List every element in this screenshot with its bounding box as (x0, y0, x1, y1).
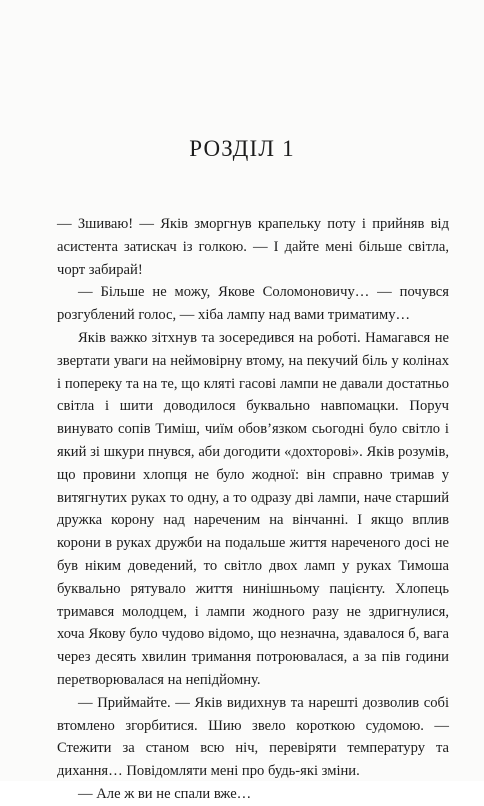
paragraph: — Більше не можу, Якове Соломоновичу… — почувся розгублений голос, — хіба лампу над вами триматиму… (57, 284, 449, 324)
chapter-body (57, 213, 449, 806)
paragraph: — Приймайте. — Яків видихнув та нарешті дозволив собі втомлено згорбитися. Шию звело короткою судомою. — Стежити за станом всю ніч, перевіряти температуру та дихання… Повідомляти мені про будь-які зміни. (57, 694, 449, 780)
paragraph: — Зшиваю! — Яків зморгнув крапельку поту і прийняв від асистента затискач із голкою. — І дайте мені більше світла, чорт забирай! (57, 216, 449, 278)
paragraph: — Але ж ви не спали вже… (78, 785, 252, 802)
paragraph: Яків важко зітхнув та зосередився на роботі. Намагався не звертати уваги на неймовірну втому, на пекучий біль у колінах і попереку та на те, що кляті гасові лампи не давали достатньо світла і шити доводилося буквально навпомацки. Поруч винувато сопів Тиміш, чиїм обов’язком сьогодні було світло і який зі шкури пнувся, аби догодити «дохторові». Яків розумів, що провини хлопця не було жодної: він справно тримав у витягнутих руках то одну, а то одразу дві лампи, наче старший дружка корону над нареченим на вінчанні. І якщо вплив корони в руках дружби на подальше життя нареченого досі не був ніким доведений, то світло двох ламп у руках Тимоша буквально рятувало життя нинішньому пацієнту. Хлопець тримався молодцем, і лампи жодного разу не здригнулися, хоча Якову було чудово відомо, що незначна, здавалося б, вага через десять хвилин тримання потроювалася, а за пів години перетворювалася на непідйомну. (57, 329, 449, 688)
chapter-title: РОЗДІЛ 1 (189, 136, 295, 161)
